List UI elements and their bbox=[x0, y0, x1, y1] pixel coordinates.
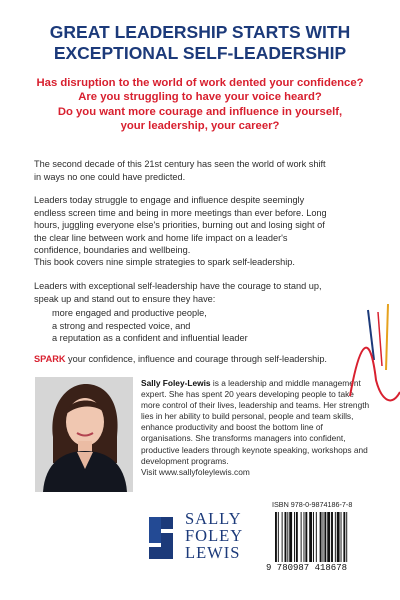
barcode-digits: 9 780987 418678 bbox=[266, 563, 348, 573]
benefit-item-2: a strong and respected voice, and bbox=[52, 320, 191, 331]
benefit-list bbox=[52, 307, 312, 345]
isbn-label: ISBN 978-0-9874186-7-8 bbox=[272, 500, 353, 509]
paragraph-exceptional: Leaders with exceptional self-leadership have the courage to stand up, speak up and stand out to ensure they have: bbox=[34, 281, 322, 304]
spark-line bbox=[34, 353, 354, 366]
paragraph-intro: The second decade of this 21st century has seen the world of work shift in ways no one could have predicted. bbox=[34, 159, 326, 182]
spark-highlight: SPARK bbox=[34, 354, 66, 364]
logo-wordmark bbox=[185, 510, 265, 562]
benefit-item-3: a reputation as a confident and influential leader bbox=[52, 333, 248, 344]
logo-line-1: SALLY bbox=[185, 509, 242, 528]
logo-line-3: LEWIS bbox=[185, 543, 241, 563]
paragraph-book-covers: This book covers nine simple strategies to spark self-leadership. bbox=[34, 257, 295, 267]
headline bbox=[20, 22, 380, 64]
question-3: Do you want more courage and influence in yourself, bbox=[57, 105, 343, 118]
sally-foley-lewis-logo-icon bbox=[146, 514, 180, 562]
author-photo bbox=[35, 377, 133, 492]
logo-line-2: FOLEY bbox=[185, 526, 244, 546]
headline-line-2: EXCEPTIONAL SELF-LEADERSHIP bbox=[53, 43, 347, 63]
author-bio-text: is a leadership and middle management expert. She has spent 20 years developing people to take more control of their lives, leadership and teams. Her strength lies in her ability to build personal, people and team skills, enhance productivity and boost the bottom line of organisations. She transforms managers into confident, productive leaders through keynote speaking, workshops and development programs. bbox=[141, 378, 370, 466]
question-block bbox=[20, 76, 380, 134]
headline-line-1: GREAT LEADERSHIP STARTS WITH bbox=[49, 22, 351, 42]
benefit-item-1: more engaged and productive people, bbox=[52, 308, 207, 318]
author-portrait-image bbox=[35, 377, 133, 492]
barcode-icon bbox=[274, 512, 370, 562]
paragraph-leaders-struggle: Leaders today struggle to engage and influence despite seemingly endless screen time and being in more meetings than ever before. Long hours, juggling everyone else's priorities, burning out and losing sight of the clear line between work and home life impact on a leader's confidence, boundaries and wellbeing. bbox=[34, 195, 327, 256]
question-4: your leadership, your career? bbox=[120, 120, 280, 133]
author-name: Sally Foley-Lewis bbox=[141, 378, 211, 388]
decorative-scribble-icon bbox=[330, 300, 400, 420]
question-1: Has disruption to the world of work dented your confidence? bbox=[36, 77, 364, 89]
question-2: Are you struggling to have your voice heard? bbox=[78, 91, 322, 104]
author-website: Visit www.sallyfoleylewis.com bbox=[141, 466, 250, 477]
spark-rest: your confidence, influence and courage through self-leadership. bbox=[65, 354, 327, 364]
